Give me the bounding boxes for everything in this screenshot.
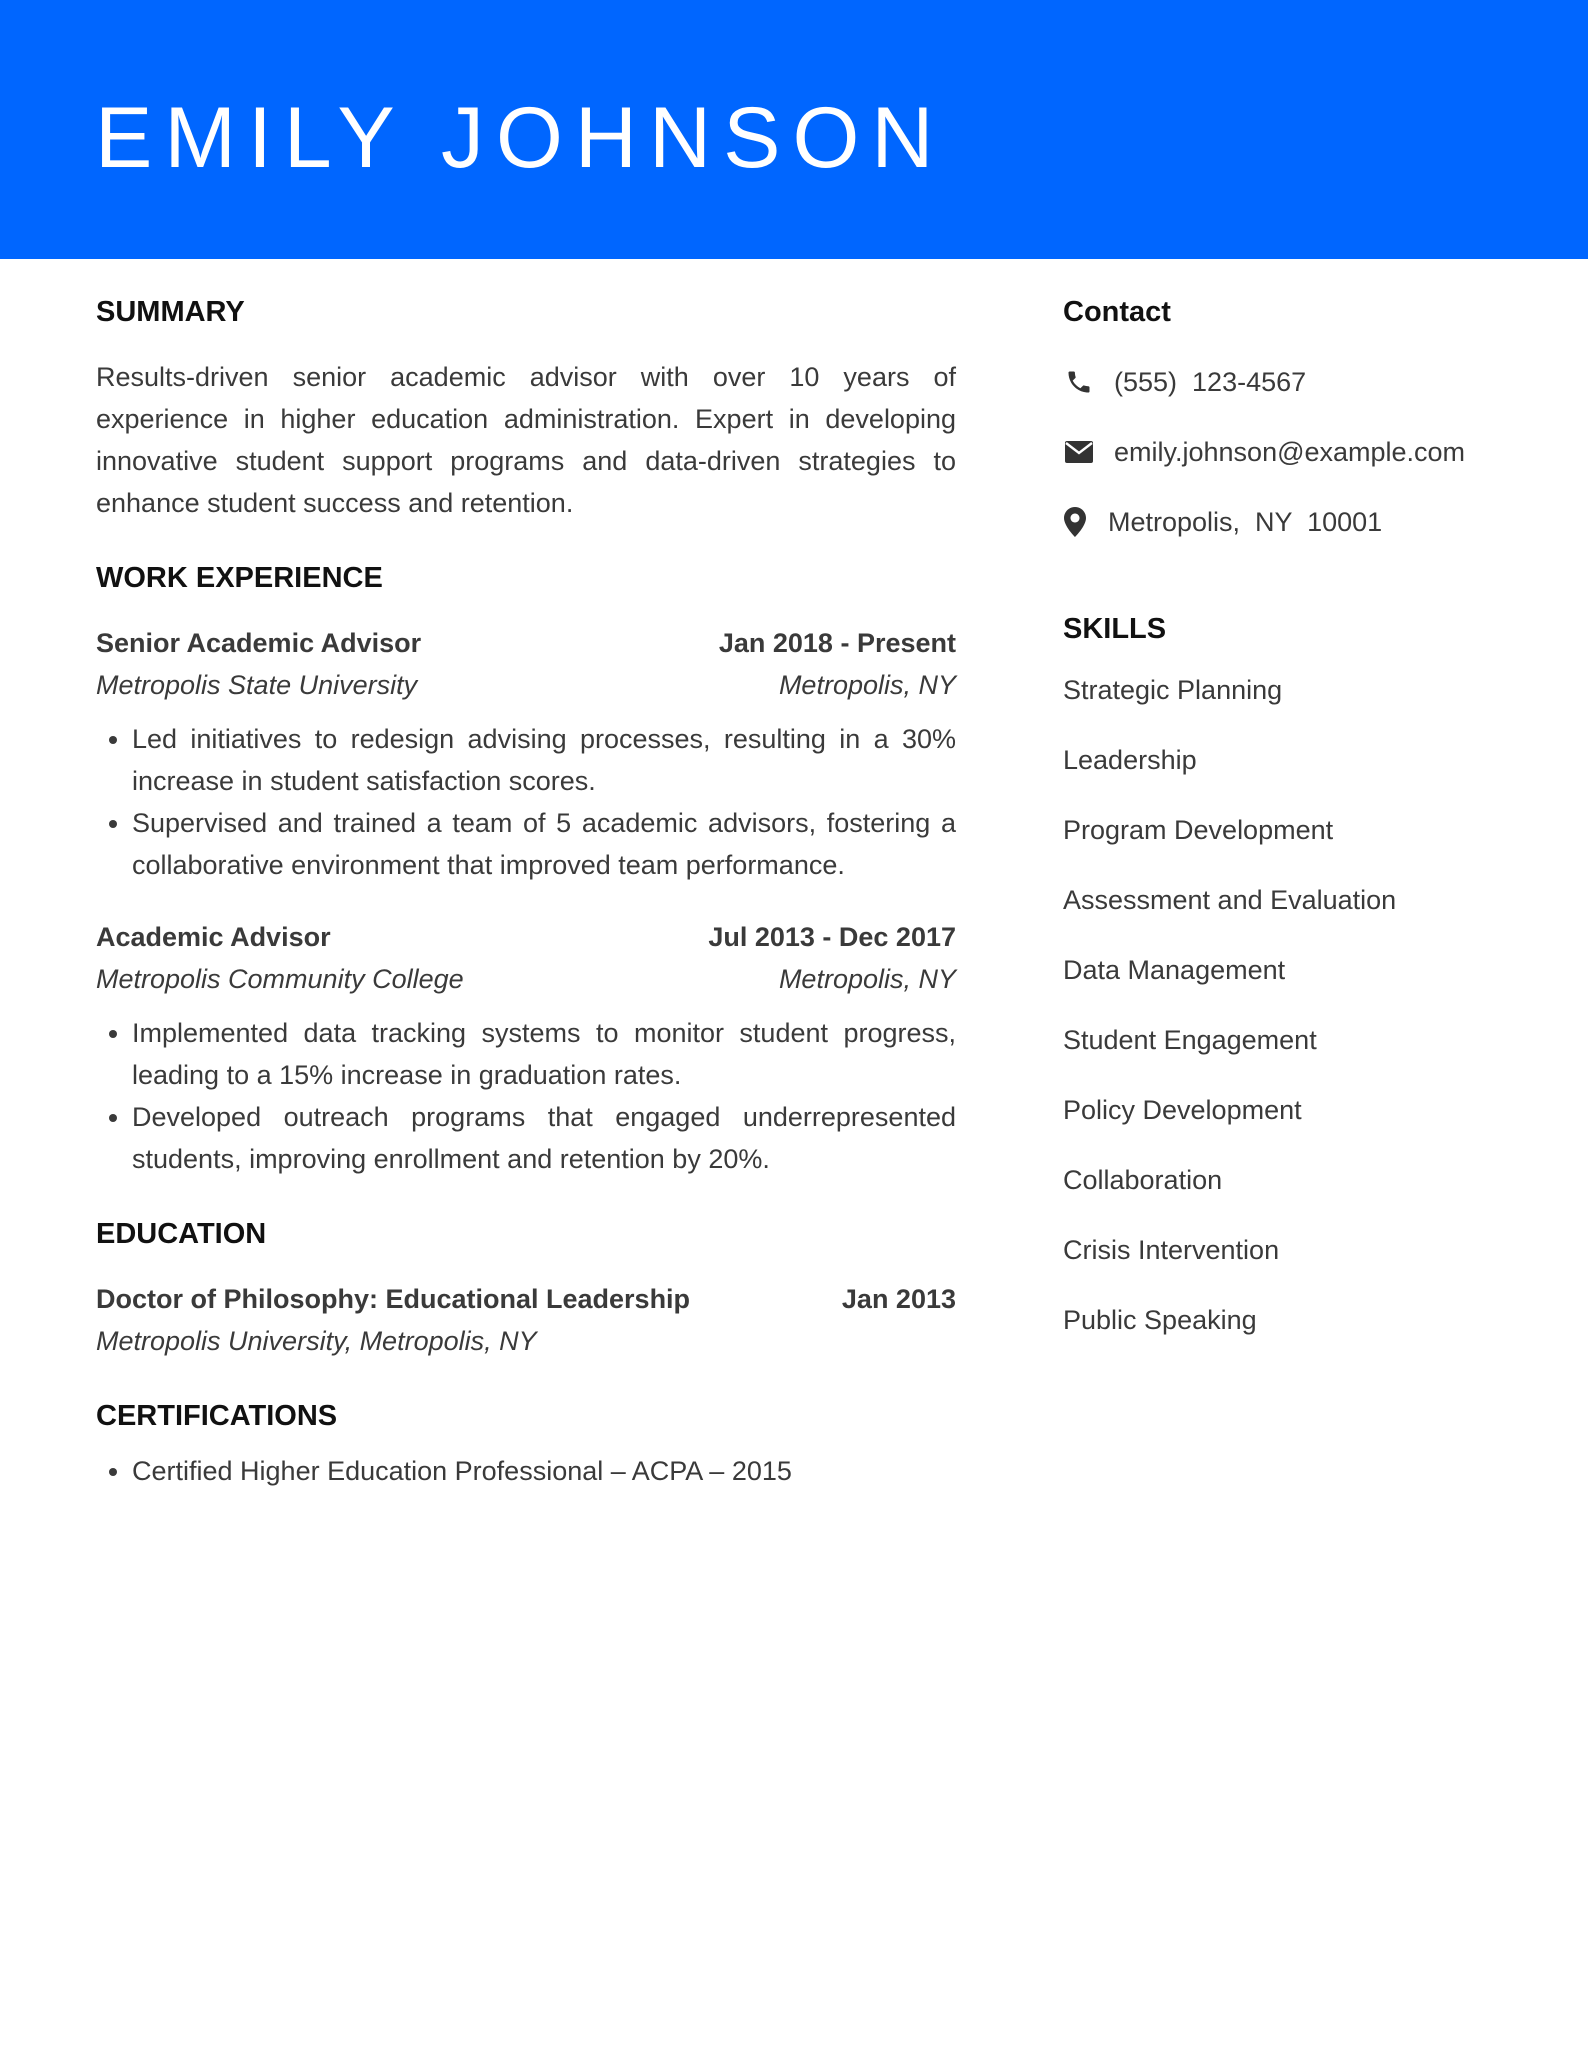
work-experience-heading: WORK EXPERIENCE: [96, 562, 383, 594]
skill-item: Public Speaking: [1063, 1305, 1257, 1335]
address-text: Metropolis, NY 10001: [1108, 506, 1383, 537]
school-name: Metropolis University, Metropolis, NY: [96, 1326, 537, 1356]
job-dates: Jul 2013 - Dec 2017: [708, 922, 956, 952]
skill-item: Assessment and Evaluation: [1063, 885, 1397, 915]
phone-icon: [1063, 366, 1095, 398]
job-entry: [96, 622, 956, 886]
skill-item: Data Management: [1063, 955, 1286, 985]
contact-email: [1063, 431, 1543, 473]
skill-item: Program Development: [1063, 815, 1334, 845]
job-entry: [96, 916, 956, 1180]
summary-heading: SUMMARY: [96, 296, 245, 328]
job-title: Academic Advisor: [96, 922, 331, 952]
certification-item: • Certified Higher Education Professional – ACPA – 2015: [132, 1450, 956, 1492]
contact-phone: [1063, 361, 1543, 403]
job-bullet: • Implemented data tracking systems to monitor student progress, leading to a 15% increase in graduation rates.: [132, 1012, 956, 1096]
job-organization: Metropolis State University: [96, 670, 418, 700]
summary-section: [96, 290, 956, 524]
certifications-section: [96, 1394, 956, 1492]
job-bullet: • Led initiatives to redesign advising processes, resulting in a 30% increase in student satisfaction scores.: [132, 718, 956, 802]
job-bullets: [96, 718, 956, 886]
education-section: [96, 1212, 956, 1362]
candidate-name: EMILY JOHNSON: [95, 90, 946, 186]
main-column: [96, 290, 956, 1492]
header-banner: [0, 0, 1588, 259]
email-address[interactable]: emily.johnson@example.com: [1114, 436, 1466, 467]
phone-number[interactable]: (555) 123-4567: [1114, 366, 1307, 397]
skill-item: Crisis Intervention: [1063, 1235, 1280, 1265]
skill-item: Leadership: [1063, 745, 1197, 775]
job-bullets: [96, 1012, 956, 1180]
job-dates: Jan 2018 - Present: [718, 628, 956, 658]
job-bullet: • Developed outreach programs that engaged underrepresented students, improving enrollment and retention by 20%.: [132, 1096, 956, 1180]
job-location: Metropolis, NY: [778, 964, 956, 994]
education-heading: EDUCATION: [96, 1218, 267, 1250]
contact-address: [1063, 501, 1543, 543]
skill-item: Policy Development: [1063, 1095, 1302, 1125]
certification-list: [96, 1450, 956, 1492]
skills-list: [1063, 669, 1543, 1341]
contact-list: [1063, 361, 1543, 543]
summary-text: Results-driven senior academic advisor with over 10 years of experience in higher education administration. Expert in developing innovative student support programs and data-driven strategies to enhance student success and retention.: [96, 362, 956, 518]
job-organization: Metropolis Community College: [96, 964, 464, 994]
skill-item: Student Engagement: [1063, 1025, 1317, 1055]
map-marker-icon: [1063, 506, 1087, 538]
envelope-icon: [1063, 436, 1095, 468]
work-experience-section: [96, 556, 956, 1180]
skill-item: Collaboration: [1063, 1165, 1223, 1195]
skill-item: Strategic Planning: [1063, 675, 1283, 705]
job-bullet: • Supervised and trained a team of 5 academic advisors, fostering a collaborative environment that improved team performance.: [132, 802, 956, 886]
job-location: Metropolis, NY: [778, 670, 956, 700]
degree-date: Jan 2013: [841, 1284, 956, 1314]
degree-title: Doctor of Philosophy: Educational Leadership: [96, 1284, 691, 1314]
skills-heading: SKILLS: [1063, 613, 1167, 645]
sidebar-column: [1063, 290, 1543, 1369]
contact-heading: Contact: [1063, 296, 1171, 328]
job-title: Senior Academic Advisor: [96, 628, 422, 658]
certifications-heading: CERTIFICATIONS: [96, 1400, 338, 1432]
